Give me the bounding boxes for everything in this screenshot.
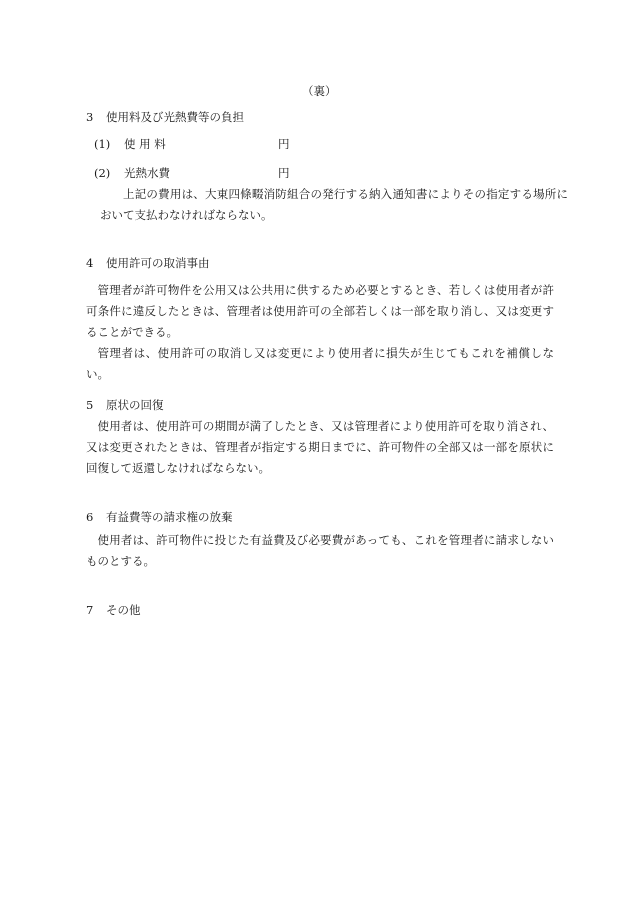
section-5-title: 原状の回復 (106, 398, 164, 412)
side-label: （裏） (302, 84, 337, 98)
section-7-number: 7 (86, 603, 94, 617)
section-6-paragraph-1: 使用者は、許可物件に投じた有益費及び必要費があっても、これを管理者に請求しないものとする。 (86, 533, 554, 568)
section-6-title: 有益費等の請求権の放棄 (106, 510, 233, 524)
item-1-number: (1) (94, 137, 111, 151)
item-2-label: 光熱水費 (124, 166, 170, 180)
item-1-unit: 円 (278, 137, 290, 151)
section-4-paragraph-2: 管理者は、使用許可の取消し又は変更により使用者に損失が生じてもこれを補償しない。 (86, 346, 554, 381)
section-7-title: その他 (106, 603, 141, 617)
section-3-number: 3 (86, 110, 94, 124)
section-5-paragraph-1: 使用者は、使用許可の期間が満了したとき、又は管理者により使用許可を取り消され、又は変更されたときは、管理者が指定する期日までに、許可物件の全部又は一部を原状に回復して返還しなければならない。 (86, 419, 554, 475)
item-2-unit: 円 (278, 166, 290, 180)
item-1-label: 使 用 料 (124, 137, 166, 151)
section-3-body: 上記の費用は、大東四條畷消防組合の発行する納入通知書によりその指定する場所において支払わなければならない。 (100, 187, 568, 222)
section-3-title: 使用料及び光熱費等の負担 (106, 110, 244, 124)
section-4-paragraph-1: 管理者が許可物件を公用又は公共用に供するため必要とするとき、若しくは使用者が許可条件に違反したときは、管理者は使用許可の全部若しくは一部を取り消し、又は変更することができる。 (86, 283, 554, 339)
item-2-number: (2) (94, 166, 111, 180)
section-6-number: 6 (86, 510, 94, 524)
section-5-number: 5 (86, 398, 94, 412)
section-4-number: 4 (86, 256, 94, 270)
section-4-title: 使用許可の取消事由 (106, 256, 210, 270)
